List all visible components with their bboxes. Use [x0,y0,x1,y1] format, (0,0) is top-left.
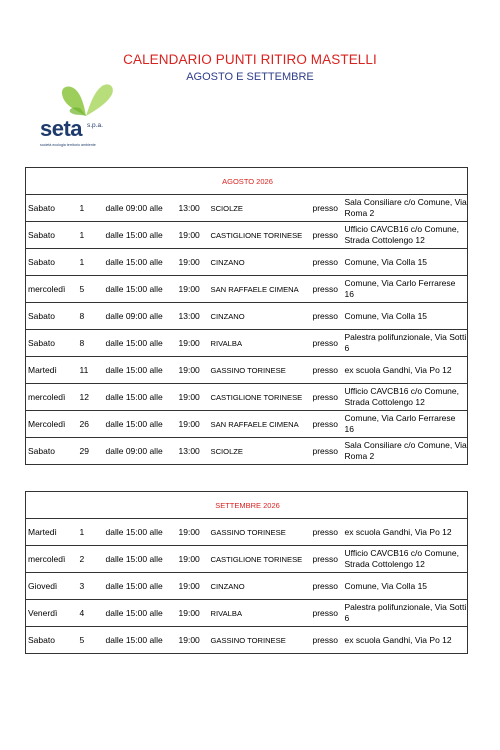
day-cell: Sabato [26,438,80,465]
day-cell: Martedì [26,519,80,546]
time-end-cell: 19:00 [179,411,211,438]
town-cell: SAN RAFFAELE CIMENA [211,411,313,438]
presso-cell: presso [313,519,345,546]
time-end-cell: 19:00 [179,249,211,276]
time-end-cell: 19:00 [179,600,211,627]
date-number-cell: 2 [80,546,106,573]
august-table [25,167,468,465]
town-cell: SAN RAFFAELE CIMENA [211,276,313,303]
presso-cell: presso [313,330,345,357]
table-row [26,627,468,654]
presso-cell: presso [313,249,345,276]
time-start-cell: dalle 15:00 alle [106,330,179,357]
town-cell: CASTIGLIONE TORINESE [211,384,313,411]
location-cell: Comune, Via Colla 15 [345,303,468,330]
date-number-cell: 1 [80,222,106,249]
table-row [26,573,468,600]
date-number-cell: 26 [80,411,106,438]
presso-cell: presso [313,303,345,330]
table-row [26,303,468,330]
presso-cell: presso [313,276,345,303]
date-number-cell: 11 [80,357,106,384]
time-end-cell: 19:00 [179,384,211,411]
location-cell: ex scuola Gandhi, Via Po 12 [345,519,468,546]
town-cell: CINZANO [211,249,313,276]
town-cell: GASSINO TORINESE [211,357,313,384]
table-row [26,249,468,276]
day-cell: Sabato [26,627,80,654]
date-number-cell: 3 [80,573,106,600]
day-cell: Sabato [26,330,80,357]
day-cell: mercoledì [26,276,80,303]
time-start-cell: dalle 15:00 alle [106,222,179,249]
date-number-cell: 8 [80,303,106,330]
table-row [26,384,468,411]
logo-suffix: s.p.a. [87,122,103,129]
table-row [26,600,468,627]
seta-logo [36,80,146,150]
location-cell: Palestra polifunzionale, Via Sotti 6 [345,330,468,357]
town-cell: CASTIGLIONE TORINESE [211,222,313,249]
date-number-cell: 5 [80,627,106,654]
table-row [26,519,468,546]
day-cell: Giovedì [26,573,80,600]
time-start-cell: dalle 15:00 alle [106,573,179,600]
day-cell: mercoledì [26,384,80,411]
table-row [26,411,468,438]
town-cell: CASTIGLIONE TORINESE [211,546,313,573]
town-cell: GASSINO TORINESE [211,519,313,546]
day-cell: mercoledì [26,546,80,573]
day-cell: Sabato [26,222,80,249]
time-start-cell: dalle 15:00 alle [106,276,179,303]
day-cell: Mercoledì [26,411,80,438]
time-start-cell: dalle 09:00 alle [106,438,179,465]
time-start-cell: dalle 15:00 alle [106,384,179,411]
location-cell: ex scuola Gandhi, Via Po 12 [345,357,468,384]
section-label: SETTEMBRE 2026 [26,492,468,519]
page-subtitle: AGOSTO E SETTEMBRE [186,71,314,83]
time-start-cell: dalle 15:00 alle [106,411,179,438]
presso-cell: presso [313,600,345,627]
day-cell: Martedì [26,357,80,384]
location-cell: Ufficio CAVCB16 c/o Comune, Strada Cottolengo 12 [345,546,468,573]
time-end-cell: 19:00 [179,627,211,654]
location-cell: Palestra polifunzionale, Via Sotti 6 [345,600,468,627]
time-end-cell: 19:00 [179,573,211,600]
presso-cell: presso [313,546,345,573]
table-row [26,195,468,222]
section-header [26,168,468,195]
date-number-cell: 5 [80,276,106,303]
september-table [25,491,468,654]
town-cell: CINZANO [211,303,313,330]
section-label: AGOSTO 2026 [26,168,468,195]
location-cell: Comune, Via Carlo Ferrarese 16 [345,276,468,303]
town-cell: GASSINO TORINESE [211,627,313,654]
presso-cell: presso [313,384,345,411]
presso-cell: presso [313,222,345,249]
time-start-cell: dalle 15:00 alle [106,357,179,384]
date-number-cell: 1 [80,519,106,546]
presso-cell: presso [313,357,345,384]
date-number-cell: 12 [80,384,106,411]
table-row [26,276,468,303]
logo-tagline: società ecologia territorio ambiente [40,143,96,147]
town-cell: CINZANO [211,573,313,600]
presso-cell: presso [313,195,345,222]
butterfly-icon [56,80,116,120]
table-row [26,438,468,465]
day-cell: Venerdì [26,600,80,627]
time-start-cell: dalle 15:00 alle [106,519,179,546]
time-start-cell: dalle 09:00 alle [106,195,179,222]
time-start-cell: dalle 15:00 alle [106,627,179,654]
town-cell: SCIOLZE [211,438,313,465]
table-row [26,222,468,249]
presso-cell: presso [313,627,345,654]
presso-cell: presso [313,438,345,465]
day-cell: Sabato [26,195,80,222]
table-row [26,546,468,573]
town-cell: RIVALBA [211,600,313,627]
day-cell: Sabato [26,303,80,330]
date-number-cell: 4 [80,600,106,627]
presso-cell: presso [313,573,345,600]
presso-cell: presso [313,411,345,438]
time-start-cell: dalle 15:00 alle [106,249,179,276]
date-number-cell: 29 [80,438,106,465]
time-end-cell: 19:00 [179,222,211,249]
time-end-cell: 13:00 [179,195,211,222]
date-number-cell: 8 [80,330,106,357]
day-cell: Sabato [26,249,80,276]
location-cell: Ufficio CAVCB16 c/o Comune, Strada Cottolengo 12 [345,222,468,249]
town-cell: RIVALBA [211,330,313,357]
town-cell: SCIOLZE [211,195,313,222]
time-end-cell: 19:00 [179,276,211,303]
time-end-cell: 19:00 [179,546,211,573]
page-title: CALENDARIO PUNTI RITIRO MASTELLI [123,52,377,67]
section-header [26,492,468,519]
location-cell: Comune, Via Carlo Ferrarese 16 [345,411,468,438]
location-cell: Ufficio CAVCB16 c/o Comune, Strada Cottolengo 12 [345,384,468,411]
location-cell: Sala Consiliare c/o Comune, Via Roma 2 [345,195,468,222]
time-start-cell: dalle 15:00 alle [106,600,179,627]
time-start-cell: dalle 15:00 alle [106,546,179,573]
time-start-cell: dalle 09:00 alle [106,303,179,330]
date-number-cell: 1 [80,249,106,276]
table-row [26,330,468,357]
location-cell: Comune, Via Colla 15 [345,573,468,600]
logo-wordmark: seta [40,116,83,141]
time-end-cell: 13:00 [179,438,211,465]
time-end-cell: 13:00 [179,303,211,330]
location-cell: Comune, Via Colla 15 [345,249,468,276]
date-number-cell: 1 [80,195,106,222]
time-end-cell: 19:00 [179,357,211,384]
location-cell: ex scuola Gandhi, Via Po 12 [345,627,468,654]
time-end-cell: 19:00 [179,519,211,546]
location-cell: Sala Consiliare c/o Comune, Via Roma 2 [345,438,468,465]
table-row [26,357,468,384]
time-end-cell: 19:00 [179,330,211,357]
